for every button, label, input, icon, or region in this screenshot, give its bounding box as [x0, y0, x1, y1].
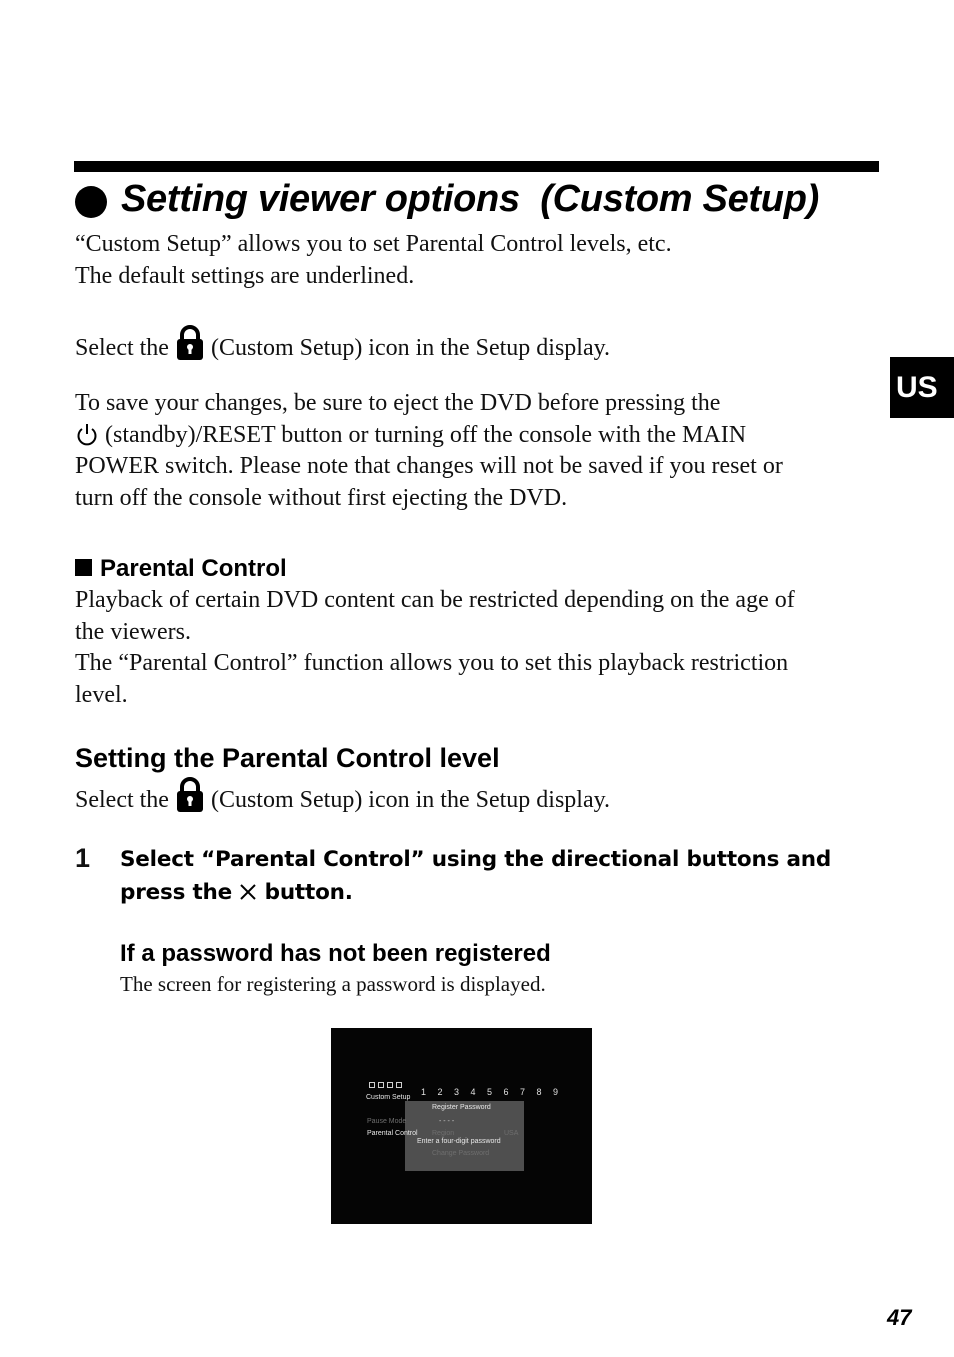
- password-subheading: If a password has not been registered: [120, 940, 551, 967]
- screen-enter-prompt: Enter a four-digit password: [417, 1138, 501, 1145]
- save-note-line-2-text: (standby)/RESET button or turning off the console with the MAIN: [105, 422, 747, 448]
- screen-region-value: USA: [504, 1130, 519, 1137]
- select-after: (Custom Setup) icon in the Setup display.: [210, 335, 611, 361]
- select-setup-line: [75, 325, 610, 371]
- page-number: 47: [887, 1305, 912, 1330]
- save-note-line-3: POWER switch. Please note that changes will not be saved if you reset or: [75, 453, 783, 479]
- select-before: Select the: [75, 335, 169, 361]
- parental-control-heading-text: Parental Control: [100, 555, 287, 582]
- lock-icon: [175, 777, 205, 823]
- intro-line-1: “Custom Setup” allows you to set Parental Control levels, etc.: [75, 231, 672, 257]
- screen-menu-title: Custom Setup: [366, 1094, 411, 1101]
- screen-region-label: Region: [432, 1130, 455, 1137]
- select-after-2: (Custom Setup) icon in the Setup display.: [210, 787, 611, 813]
- step-number: 1: [75, 843, 91, 873]
- intro-line-2: The default settings are underlined.: [75, 263, 415, 289]
- screen-setup-icon: [369, 1082, 375, 1088]
- screen-password-mask: - - - -: [439, 1118, 455, 1125]
- password-subtext: The screen for registering a password is displayed.: [120, 972, 546, 996]
- parental-control-heading: [75, 555, 287, 583]
- bullet-icon: [75, 186, 107, 218]
- setting-level-heading: Setting the Parental Control level: [75, 743, 500, 773]
- step-1-line-1: Select “Parental Control” using the directional buttons and: [120, 847, 832, 872]
- parental-p1-line1: Playback of certain DVD content can be restricted depending on the age of: [75, 587, 795, 613]
- screen-level-digits: 1 2 3 4 5 6 7 8 9: [421, 1087, 563, 1097]
- region-tab: US: [890, 357, 954, 418]
- screen-change-password: Change Password: [432, 1150, 490, 1157]
- cross-button-icon: [239, 878, 257, 911]
- top-rule: [74, 161, 879, 172]
- step-1-line-2-before: press the: [120, 880, 233, 905]
- step-1-line-2: [120, 876, 831, 911]
- setup-category-icons: [369, 1082, 402, 1088]
- audio-setup-icon: [396, 1082, 402, 1088]
- display-setup-icon: [378, 1082, 384, 1088]
- section-title-row: [75, 178, 819, 221]
- screen-pause-mode: Pause Mode: [367, 1118, 407, 1125]
- select-before-2: Select the: [75, 787, 169, 813]
- screen-parental-control: Parental Control: [367, 1130, 418, 1137]
- lock-icon: [175, 325, 205, 371]
- tv-screenshot: [331, 1028, 592, 1224]
- save-note-line-1: To save your changes, be sure to eject the DVD before pressing the: [75, 390, 721, 416]
- lock-icon: [387, 1082, 393, 1088]
- page-title: Setting viewer options (Custom Setup): [121, 178, 819, 220]
- parental-p1-line2: the viewers.: [75, 619, 191, 645]
- save-note-line-4: turn off the console without first ejecting the DVD.: [75, 485, 568, 511]
- parental-p2-line2: level.: [75, 682, 128, 708]
- select-setup-line-2: [75, 777, 610, 823]
- step-1-line-2-after: button.: [264, 880, 353, 905]
- step-1-text: [120, 843, 831, 911]
- parental-p2-line1: The “Parental Control” function allows you to set this playback restriction: [75, 650, 789, 676]
- square-bullet-icon: [75, 559, 92, 576]
- screen-register-password: Register Password: [432, 1104, 491, 1111]
